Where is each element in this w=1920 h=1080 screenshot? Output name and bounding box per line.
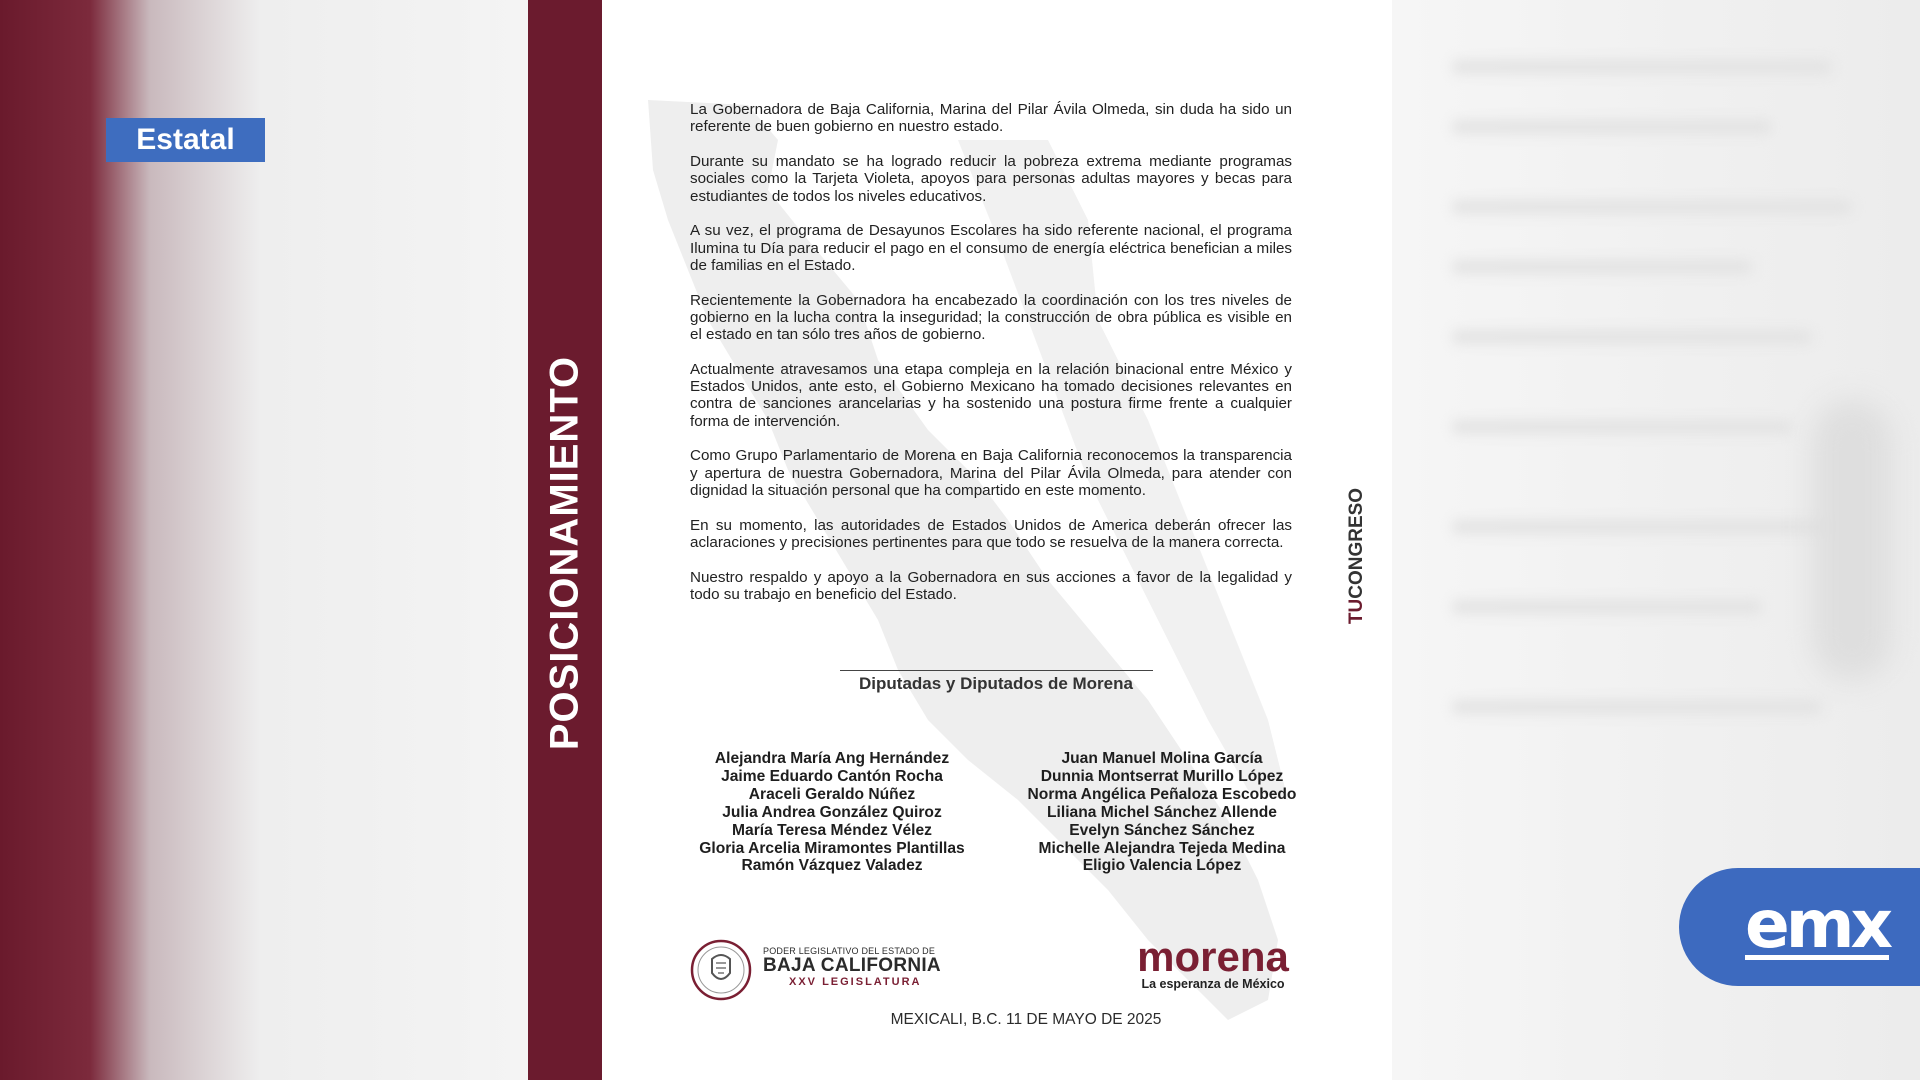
vertical-brand: TUCONGRESO (1346, 487, 1367, 625)
congress-seal-icon (690, 939, 752, 1001)
signatory-name: Liliana Michel Sánchez Allende (1047, 803, 1277, 821)
paragraph: La Gobernadora de Baja California, Marina del Pilar Ávila Olmeda, sin duda ha sido un referente de buen gobierno en nuestro estado. (690, 101, 1292, 136)
signatory-name: Gloria Arcelia Miramontes Plantillas (699, 839, 965, 857)
signatories-right (1012, 750, 1312, 875)
signatory-name: Ramón Vázquez Valadez (741, 857, 923, 875)
paragraph: Durante su mandato se ha logrado reducir la pobreza extrema mediante programas sociales como la Tarjeta Violeta, apoyos para personas adultas mayores y becas para estudiantes de todos los niveles educativos. (690, 152, 1292, 205)
signatory-name: Eligio Valencia López (1082, 857, 1242, 875)
signatories-left (682, 750, 982, 875)
paragraph: Actualmente atravesamos una etapa compleja en la relación binacional entre México y Estados Unidos, ante esto, el Gobierno Mexicano ha tomado decisiones relevantes en contra de sanciones arancelarias y ha sostenido una postura firme frente a cualquier forma de intervención. (690, 360, 1292, 430)
signatory-name: Norma Angélica Peñaloza Escobedo (1027, 785, 1297, 803)
statement-body (690, 101, 1292, 621)
legislature-logo: PODER LEGISLATIVO DEL ESTADO DE BAJA CALIFORNIA XXV LEGISLATURA (763, 946, 941, 988)
side-title: POSICIONAMIENTO (542, 355, 587, 751)
signatory-name: Julia Andrea González Quiroz (722, 803, 942, 821)
paragraph: Nuestro respaldo y apoyo a la Gobernadora en sus acciones a favor de la legalidad y todo su trabajo en beneficio del Estado. (690, 568, 1292, 603)
paragraph: Como Grupo Parlamentario de Morena en Baja California reconocemos la transparencia y apertura de nuestra Gobernadora, Marina del Pilar Ávila Olmeda, para atender con dignidad la situación personal que ha compartido en este momento. (690, 447, 1292, 499)
dateline: MEXICALI, B.C. 11 DE MAYO DE 2025 (890, 1011, 1162, 1028)
signatory-name: Evelyn Sánchez Sánchez (1069, 821, 1255, 839)
signatory-name: Michelle Alejandra Tejeda Medina (1038, 839, 1286, 857)
side-bar (528, 0, 602, 1080)
category-tag[interactable]: Estatal (106, 118, 265, 162)
signatory-name: Alejandra María Ang Hernández (714, 750, 950, 767)
emx-logo: emx (1679, 868, 1920, 986)
background-left-blur (0, 0, 528, 1080)
signatory-name: Araceli Geraldo Núñez (748, 785, 916, 803)
signatory-name: Juan Manuel Molina García (1061, 750, 1263, 767)
signatories-title: Diputadas y Diputados de Morena (859, 674, 1133, 693)
paragraph: Recientemente la Gobernadora ha encabezado la coordinación con los tres niveles de gobierno en la lucha contra la inseguridad; la construcción de obra pública es visible en el estado en tan sólo tres años de gobierno. (690, 291, 1292, 344)
signatory-name: María Teresa Méndez Vélez (732, 821, 932, 839)
morena-logo: morena La esperanza de México (1137, 933, 1289, 991)
paragraph: En su momento, las autoridades de Estados Unidos de America deberán ofrecer las aclaraciones y precisiones pertinentes para que todo se resuelva de la manera correcta. (690, 516, 1292, 551)
signatory-name: Dunnia Montserrat Murillo López (1040, 767, 1284, 785)
signatory-name: Jaime Eduardo Cantón Rocha (721, 767, 943, 785)
paragraph: A su vez, el programa de Desayunos Escolares ha sido referente nacional, el programa Ilumina tu Día para reducir el pago en el consumo de energía eléctrica benefician a miles de familias en el Estado. (690, 222, 1292, 274)
document-page (528, 0, 1392, 1080)
signature-line (840, 670, 1153, 671)
